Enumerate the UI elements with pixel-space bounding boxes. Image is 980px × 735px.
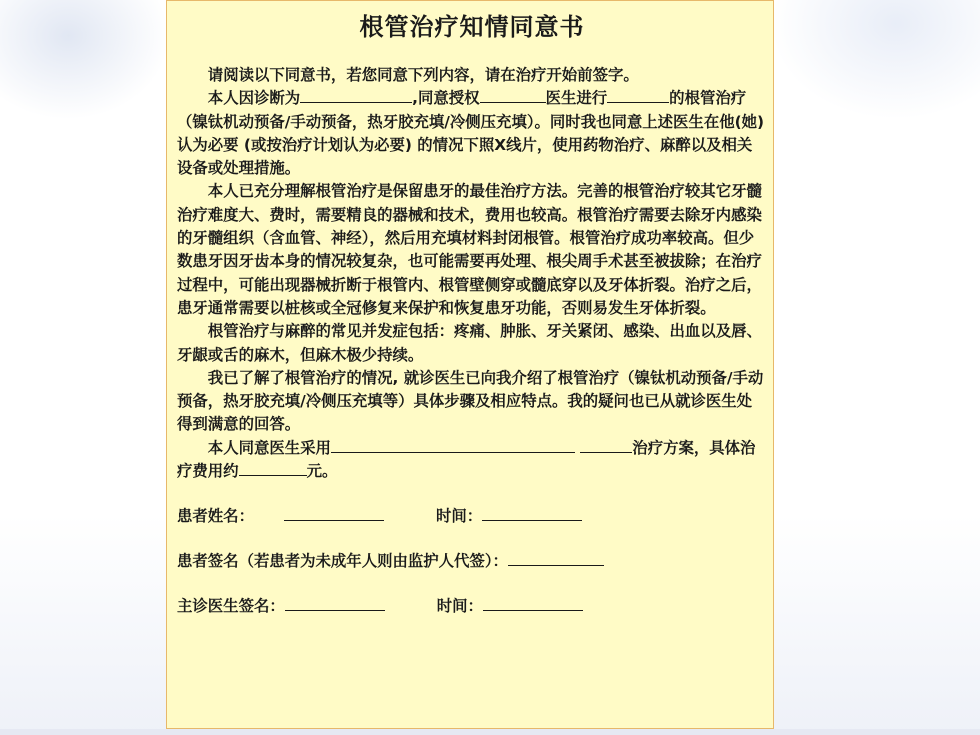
patient-signature-blank[interactable] bbox=[508, 550, 604, 566]
slide-bottom-strip bbox=[0, 729, 980, 735]
consent-form-panel bbox=[166, 0, 774, 729]
time-blank-2[interactable] bbox=[483, 595, 583, 611]
intro-paragraph: 请阅读以下同意书，若您同意下列内容，请在治疗开始前签字。 bbox=[207, 66, 639, 84]
treatment-plan-paragraph bbox=[177, 437, 767, 484]
diagnosis-label: 本人因诊断为 bbox=[207, 89, 301, 108]
time-blank[interactable] bbox=[482, 505, 582, 521]
fee-unit: 元。 bbox=[306, 462, 338, 481]
doctor-signature-row bbox=[177, 595, 767, 618]
patient-name-label: 患者姓名： bbox=[177, 507, 254, 526]
form-title: 根管治疗知情同意书 bbox=[359, 13, 585, 41]
patient-name-blank[interactable] bbox=[284, 505, 384, 521]
authorization-paragraph bbox=[177, 87, 767, 180]
doctor-signature-blank[interactable] bbox=[285, 595, 385, 611]
authorization-text: 的根管治疗（镍钛机动预备/手动预备，热牙胶充填/冷侧压充填）。同时我也同意上述医生在他(她)认为必要 (或按治疗计划认为必要) 的情况下照X线片，使用药物治疗、麻醉以及相关设备或处理措施。 bbox=[177, 89, 765, 178]
doctor-name-blank[interactable] bbox=[480, 87, 546, 103]
diagnosis-blank[interactable] bbox=[300, 87, 412, 103]
authorize-label: ,同意授权 bbox=[412, 89, 480, 108]
fee-blank[interactable] bbox=[239, 460, 307, 476]
background-decoration-right bbox=[770, 0, 980, 120]
tooth-blank[interactable] bbox=[607, 87, 669, 103]
understanding-paragraph: 本人已充分理解根管治疗是保留患牙的最佳治疗方法。完善的根管治疗较其它牙髓治疗难度大、费时，需要精良的器械和技术，费用也较高。根管治疗需要去除牙内感染的牙髓组织（含血管、神经），然后用充填材料封闭根管。根管治疗成功率较高。但少数患牙因牙齿本身的情况较复杂，也可能需要再处理、根尖周手术甚至被拔除；在治疗过程中，可能出现器械折断于根管内、根管壁侧穿或髓底穿以及牙体折裂。治疗之后，患牙通常需要以桩核或全冠修复来保护和恢复患牙功能，否则易发生牙体折裂。 bbox=[177, 182, 762, 317]
patient-name-row bbox=[177, 505, 767, 528]
treatment-plan-label: 本人同意医生采用 bbox=[207, 438, 331, 457]
time-label-2: 时间： bbox=[436, 597, 483, 616]
doctor-perform-label: 医生进行 bbox=[545, 89, 608, 108]
patient-signature-label: 患者签名（若患者为未成年人则由监护人代签）： bbox=[177, 552, 508, 571]
patient-signature-row bbox=[177, 550, 767, 573]
treatment-plan-blank[interactable] bbox=[331, 437, 575, 453]
treatment-fee-label: 治疗方案，具体治疗费用约 bbox=[177, 438, 756, 481]
background-decoration-left bbox=[0, 0, 170, 120]
acknowledgement-paragraph: 我已了解了根管治疗的情况, 就诊医生已向我介绍了根管治疗（镍钛机动预备/手动预备，热牙胶充填/冷侧压充填等）具体步骤及相应特点。我的疑问也已从就诊医生处得到满意的回答。 bbox=[177, 368, 764, 434]
complications-paragraph: 根管治疗与麻醉的常见并发症包括：疼痛、肿胀、牙关紧闭、感染、出血以及唇、牙龈或舌的麻木，但麻木极少持续。 bbox=[177, 322, 762, 364]
time-label: 时间： bbox=[435, 507, 483, 526]
treatment-plan-blank-2[interactable] bbox=[580, 437, 632, 453]
doctor-signature-label: 主诊医生签名： bbox=[177, 597, 285, 616]
